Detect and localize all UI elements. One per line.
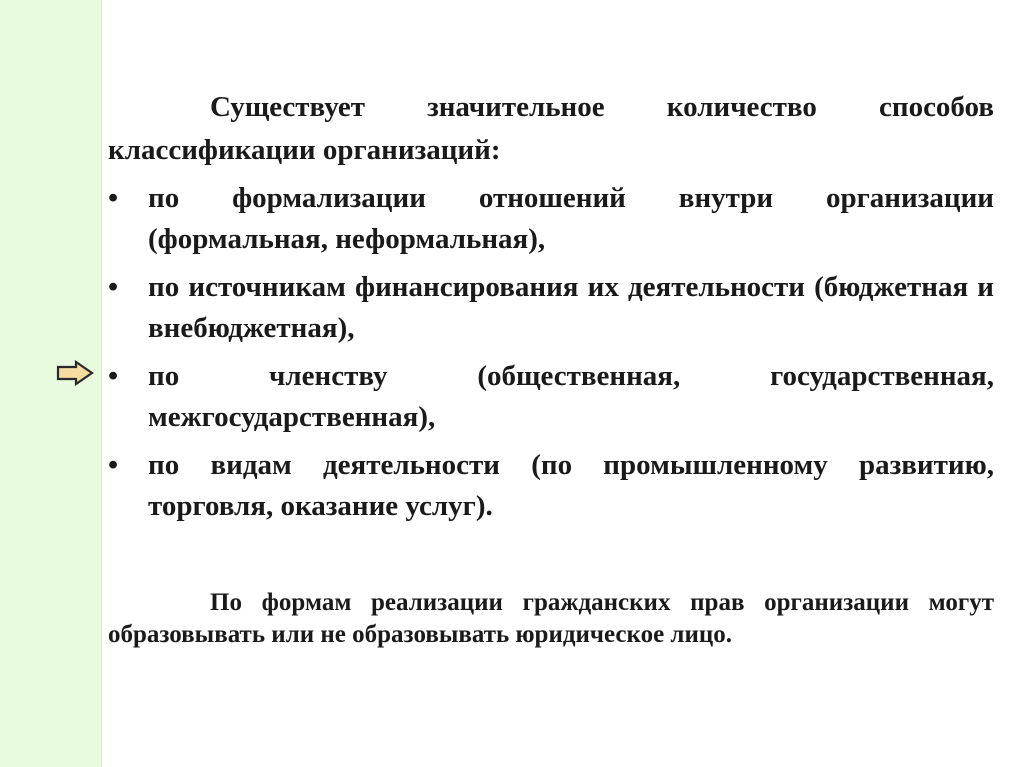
bullet: • [108, 271, 119, 303]
bullet: • [108, 182, 119, 214]
slide-content [108, 86, 994, 651]
bullet: • [108, 449, 119, 481]
intro-paragraph: Существует значительное количество способов классификации организаций: [108, 91, 994, 166]
list-item-text: по членству (общественная, государственная, межгосударственная), [148, 360, 994, 433]
list-item [108, 445, 994, 527]
list-item-text: по формализации отношений внутри организации (формальная, неформальная), [148, 182, 994, 255]
bullet: • [108, 360, 119, 392]
list-item-text: по видам деятельности (по промышленному развитию, торговля, оказание услуг). [148, 449, 994, 522]
list-item [108, 356, 994, 438]
classification-list [108, 178, 994, 527]
right-arrow-icon [56, 360, 94, 386]
list-item [108, 267, 994, 349]
list-item [108, 178, 994, 260]
list-item-text: по источникам финансирования их деятельности (бюджетная и внебюджетная), [148, 271, 994, 344]
closing-paragraph: По формам реализации гражданских прав организации могут образовывать или не образовывать юридическое лицо. [108, 589, 994, 648]
